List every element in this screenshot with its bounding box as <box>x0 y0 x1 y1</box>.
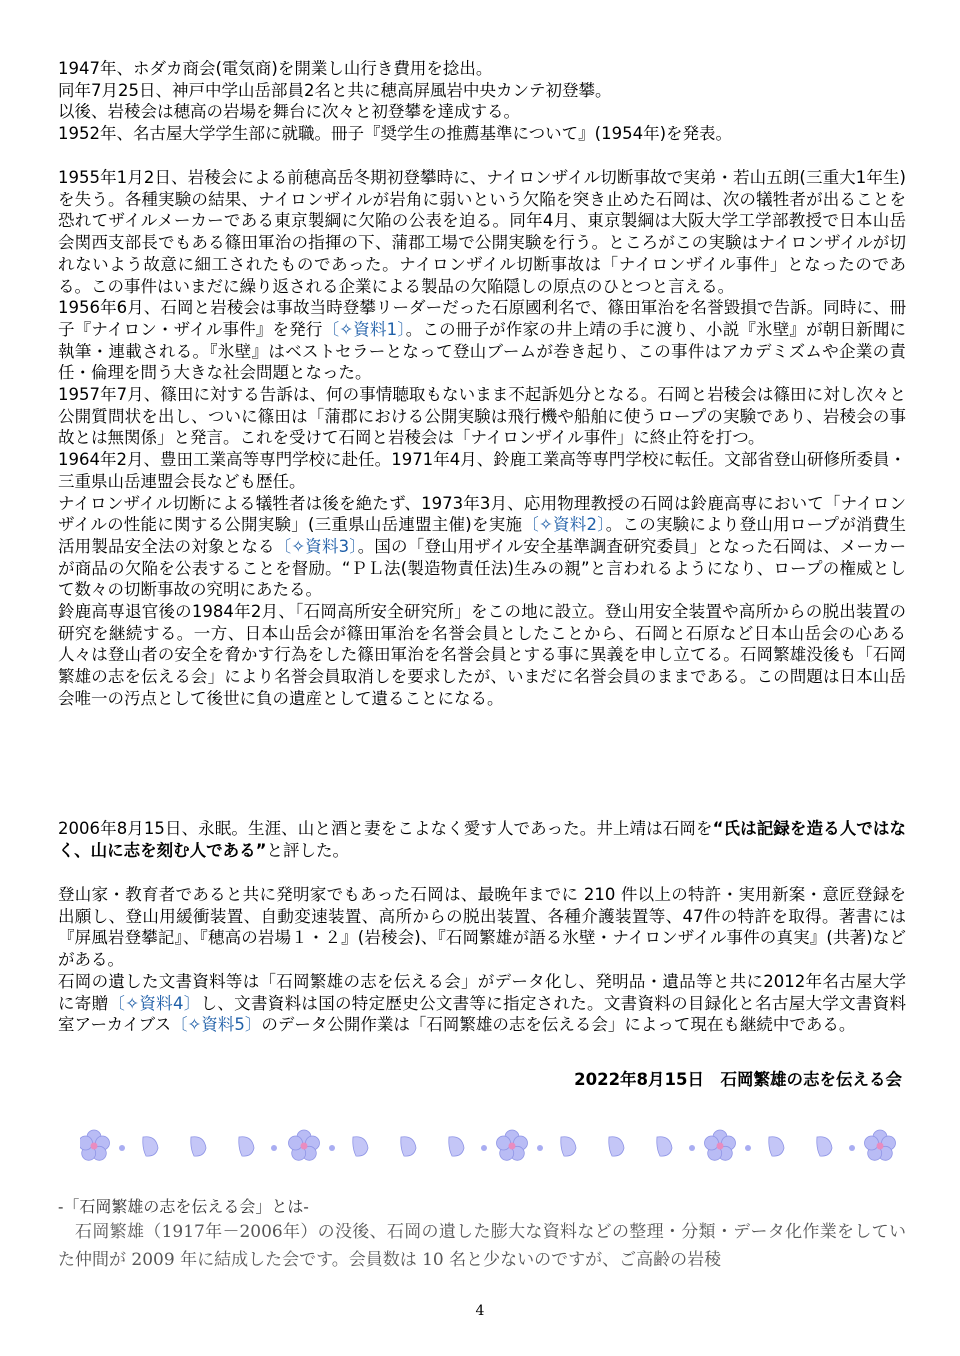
reference-link-4[interactable]: 〔✧資料4〕 <box>108 993 201 1013</box>
text-paragraph: 鈴鹿高専退官後の1984年2月、「石岡高所安全研究所」をこの地に設立。登山用安全装置や高所からの脱出装置の研究を継続する。一方、日本山岳会が篠田軍治を名誉会員としたことから、石岡と石原など日本山岳会の心ある人々は登山者の安全を脅かす行為をした篠田軍治を名誉会員とする事に異義を申し立てる。石岡繁雄没後も「石岡繁雄の志を伝える会」により名誉会員取消しを要求したが、いまだに名誉会員のままである。この問題は日本山岳会唯一の汚点として後世に負の遺産として遺ることになる。 <box>58 602 907 708</box>
flower-petal-divider-icon <box>80 1126 900 1166</box>
text-run: と評した。 <box>266 840 350 860</box>
text-run: 。この実験により登山用ロープが消費生活用製品安全法の対象となる <box>58 515 906 556</box>
text-paragraph: 1964年2月、豊田工業高等専門学校に赴任。1971年4月、鈴鹿工業高等専門学校に転任。文部省登山研修所委員・三重県山岳連盟会長なども歴任。 <box>58 450 906 491</box>
inoue-quote: “氏は記録を造る人ではなく、山に志を刻む人である” <box>58 819 906 860</box>
text-run: 。この冊子が作家の井上靖の手に渡り、小説『氷壁』が朝日新聞に執筆・連載される。『氷壁』はベストセラーとなって登山ブームが巻き起り、この事件はアカデミズムや企業の責任・倫理を問う大きな社会問題となった。 <box>58 319 907 383</box>
reference-link-2[interactable]: 〔✧資料2〕 <box>522 515 606 535</box>
text-paragraph <box>58 971 906 1036</box>
paragraph-inventions <box>58 884 906 1036</box>
about-text: 石岡繁雄（1917年－2006年）の没後、石岡の遺した膨大な資料などの整理・分類・データ化作業をしていた仲間が 2009 年に結成した会です。会員数は 10 名と少ないのですが、ご高齢の岩稜 <box>58 1222 906 1270</box>
reference-link-1[interactable]: 〔✧資料1〕 <box>322 319 406 339</box>
text-run: 石岡の遺した文書資料等は「石岡繁雄の志を伝える会」がデータ化し、発明品・遺品等と共に2012年名古屋大学に寄贈 <box>58 971 906 1013</box>
about-section-title: -「石岡繁雄の志を伝える会」とは- <box>58 1197 309 1216</box>
text-paragraph <box>58 297 906 384</box>
text-paragraph <box>58 493 906 602</box>
text-line: 1947年、ホダカ商会(電気商)を開業し山行き費用を捻出。 <box>58 59 493 78</box>
reference-link-3[interactable]: 〔✧資料3〕 <box>274 536 358 556</box>
text-run: のデータ公開作業は「石岡繁雄の志を伝える会」によって現在も継続中である。 <box>261 1015 856 1035</box>
text-run: 。国の「登山用ザイル安全基準調査研究委員」となった石岡は、メーカーが商品の欠陥を公表することを督励。“ＰＬ法(製造物責任法)生みの親”と言われるようになり、ロープの権威として数々の切断事故の究明にあたる。 <box>58 536 907 600</box>
text-paragraph <box>58 818 906 861</box>
text-paragraph: 登山家・教育者であると共に発明家でもあった石岡は、最晩年までに 210 件以上の特許・実用新案・意匠登録を出願し、登山用緩衝装置、自動変速装置、高所からの脱出装置、各種介護装置等、47件の特許を取得。著書には『屏風岩登攀記』、『穂高の岩場１・２』(岩稜会)、『石岡繁雄が語る氷壁・ナイロンザイル事件の真実』(共著)などがある。 <box>58 885 906 970</box>
reference-link-5[interactable]: 〔✧資料5〕 <box>171 1015 262 1035</box>
text-run: し、文書資料は国の特定歴史公文書等に指定された。文書資料の目録化と名古屋大学文書資料室アーカイブス <box>58 993 907 1035</box>
text-line: 以後、岩稜会は穂高の岩場を舞台に次々と初登攀を達成する。 <box>58 102 520 122</box>
paragraph-death <box>58 818 906 861</box>
page-number: 4 <box>475 1303 485 1319</box>
text-run: ナイロンザイル切断による犠牲者は後を絶たず、1973年3月、応用物理教授の石岡は鈴鹿高専において「ナイロンザイルの性能に関する公開実験」(三重県山岳連盟主催)を実施 <box>58 493 906 535</box>
text-paragraph: 1957年7月、篠田に対する告訴は、何の事情聴取もないまま不起訴処分となる。石岡と岩稜会は篠田に対し次々と公開質問状を出し、ついに篠田は「蒲郡における公開実験は飛行機や船舶に使うロープの実験であり、岩稜会の事故とは無関係」と発言。これを受けて石岡と岩稜会は「ナイロンザイル事件」に終止符を打つ。 <box>58 385 906 448</box>
date-signature: 2022年8月15日 石岡繁雄の志を伝える会 <box>574 1070 902 1089</box>
text-paragraph: 1955年1月2日、岩稜会による前穂高岳冬期初登攀時に、ナイロンザイル切断事故で実弟・若山五朗(三重大1年生)を失う。各種実験の結果、ナイロンザイルが岩角に弱いという欠陥を突き止めた石岡は、次の犠牲者が出ることを恐れてザイルメーカーである東京製綱に欠陥の公表を迫る。同年4月、東京製綱は大阪大学工学部教授で日本山岳会関西支部長でもある篠田軍治の指揮の下、蒲郡工場で公開実験を行う。ところがこの実験はナイロンザイルが切れないよう故意に細工されたものであった。ナイロンザイル切断事故は「ナイロンザイル事件」となったのである。この事件はいまだに繰り返される企業による製品の欠陥隠しの原点のひとつと言える。 <box>58 168 906 296</box>
text-run: 2006年8月15日、永眠。生涯、山と酒と妻をこよなく愛す人であった。井上靖は石岡を <box>58 819 713 838</box>
text-line: 1952年、名古屋大学学生部に就職。冊子『奨学生の推薦基準について』(1954年)を発表。 <box>58 124 733 144</box>
paragraph-career-early <box>58 58 906 145</box>
about-section <box>58 1218 906 1274</box>
text-run: 1956年6月、石岡と岩稜会は事故当時登攀リーダーだった石原國利名で、篠田軍治を名誉毀損で告訴。同時に、冊子『ナイロン・ザイル事件』を発行 <box>58 298 906 339</box>
paragraph-nylon-incident <box>58 167 906 710</box>
text-line: 同年7月25日、神戸中学山岳部員2名と共に穂高屏風岩中央カンテ初登攀。 <box>58 80 612 100</box>
